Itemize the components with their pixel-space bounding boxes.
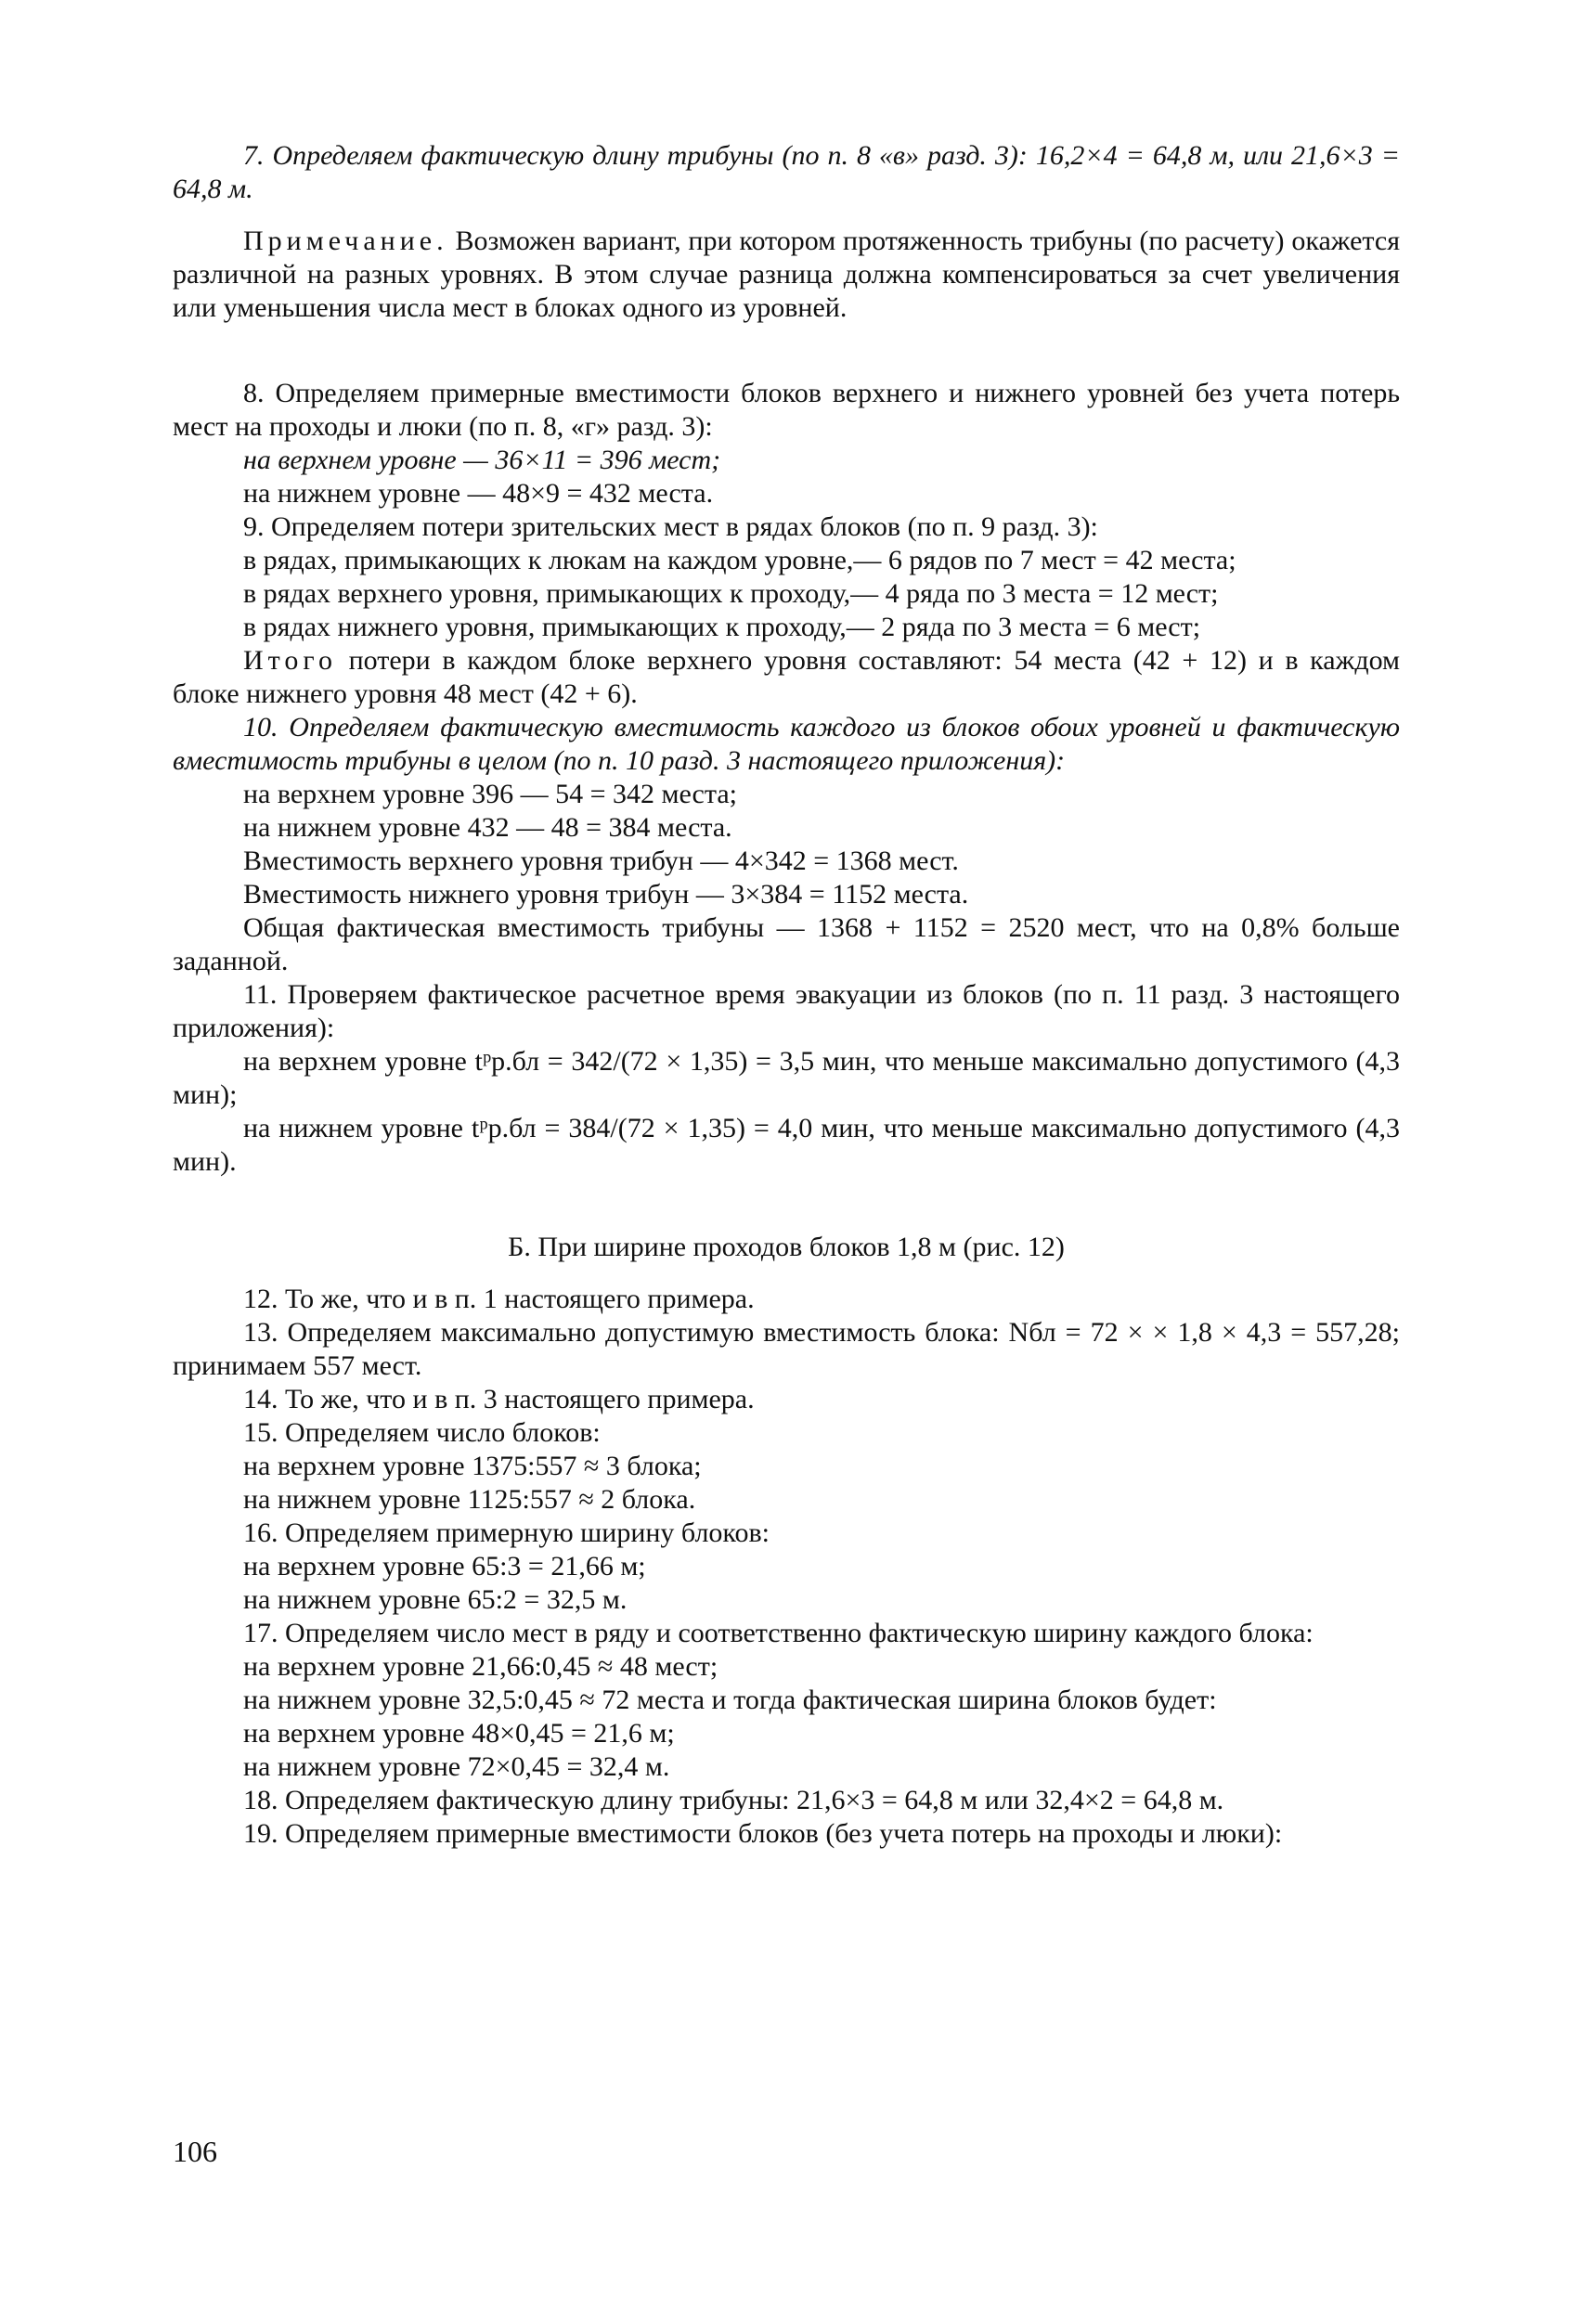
paragraph-text: Б. При ширине проходов блоков 1,8 м (рис. 12)	[508, 1232, 1065, 1262]
paragraph-text: 19. Определяем примерные вместимости блоков (без учета потерь на проходы и люки):	[243, 1818, 1283, 1849]
paragraph-text: на нижнем уровне 72×0,45 = 32,4 м.	[243, 1751, 670, 1782]
paragraph	[173, 1550, 1400, 1583]
paragraph	[173, 1650, 1400, 1684]
paragraph-text: 12. То же, что и в п. 1 настоящего примера.	[243, 1284, 755, 1314]
paragraph-text: 7. Определяем фактическую длину трибуны (по п. 8 «в» разд. 3): 16,2×4 = 64,8 м, или 21,6×3 = 64,8 м.	[173, 140, 1400, 204]
page-number: 106	[173, 2135, 217, 2168]
paragraph-text: на верхнем уровне 21,66:0,45 ≈ 48 мест;	[243, 1651, 718, 1682]
paragraph-text: 8. Определяем примерные вместимости блоков верхнего и нижнего уровней без учета потерь мест на проходы и люки (по п. 8, «г» разд. 3):	[173, 378, 1400, 442]
paragraph	[173, 1517, 1400, 1550]
paragraph-text: на верхнем уровне — 36×11 = 396 мест;	[243, 445, 721, 475]
document-page	[173, 139, 1400, 2209]
paragraph-text: на нижнем уровне 65:2 = 32,5 м.	[243, 1584, 628, 1615]
paragraph-text: Возможен вариант, при котором протяженность трибуны (по расчету) окажется различной на разных уровнях. В этом случае разница должна компенсироваться за счет увеличения или уменьшения числа мест в блоках одного из уровней.	[173, 226, 1400, 323]
paragraph	[173, 1684, 1400, 1717]
paragraph-text: на нижнем уровне tᵖр.бл = 384/(72 × 1,35) = 4,0 мин, что меньше максимально допустимого (4,3 мин).	[173, 1113, 1400, 1177]
paragraph	[173, 644, 1400, 711]
paragraph	[173, 1383, 1400, 1416]
paragraph-text: в рядах верхнего уровня, примыкающих к проходу,— 4 ряда по 3 места = 12 мест;	[243, 578, 1219, 609]
paragraph-text: 14. То же, что и в п. 3 настоящего примера.	[243, 1384, 755, 1414]
note-label: Примечание.	[243, 226, 448, 256]
paragraph	[173, 1784, 1400, 1817]
paragraph-text: 10. Определяем фактическую вместимость каждого из блоков обоих уровней и фактическую вместимость трибуны в целом (по п. 10 разд. 3 настоящего приложения):	[173, 712, 1400, 776]
paragraph	[173, 544, 1400, 577]
paragraph-text: 11. Проверяем фактическое расчетное время эвакуации из блоков (по п. 11 разд. 3 настоящего приложения):	[173, 979, 1400, 1043]
paragraph	[173, 1045, 1400, 1112]
paragraph	[173, 377, 1400, 444]
paragraph-text: на верхнем уровне 48×0,45 = 21,6 м;	[243, 1718, 675, 1749]
paragraph	[173, 444, 1400, 477]
paragraph	[173, 611, 1400, 644]
paragraph	[173, 711, 1400, 778]
paragraph	[173, 1112, 1400, 1179]
paragraph-text: 15. Определяем число блоков:	[243, 1417, 601, 1448]
paragraph-text: в рядах нижнего уровня, примыкающих к проходу,— 2 ряда по 3 места = 6 мест;	[243, 612, 1201, 642]
paragraph	[173, 978, 1400, 1045]
paragraph	[173, 1717, 1400, 1750]
paragraph	[173, 845, 1400, 878]
paragraph-text: на верхнем уровне 396 — 54 = 342 места;	[243, 779, 737, 809]
paragraph	[173, 577, 1400, 611]
paragraph-text: Вместимость нижнего уровня трибун — 3×384 = 1152 места.	[243, 879, 969, 910]
paragraph	[173, 225, 1400, 325]
paragraph	[173, 1617, 1400, 1650]
paragraph	[173, 1817, 1400, 1851]
paragraph-text: в рядах, примыкающих к люкам на каждом уровне,— 6 рядов по 7 мест = 42 места;	[243, 545, 1236, 575]
paragraph	[173, 1450, 1400, 1483]
paragraph-text: на верхнем уровне 1375:557 ≈ 3 блока;	[243, 1451, 702, 1481]
paragraph-text: 18. Определяем фактическую длину трибуны: 21,6×3 = 64,8 м или 32,4×2 = 64,8 м.	[243, 1785, 1224, 1815]
paragraph-text: на нижнем уровне 1125:557 ≈ 2 блока.	[243, 1484, 696, 1515]
paragraph-text: на верхнем уровне 65:3 = 21,66 м;	[243, 1551, 646, 1582]
paragraph-text: на нижнем уровне — 48×9 = 432 места.	[243, 478, 714, 509]
paragraph	[173, 1483, 1400, 1517]
paragraph	[173, 1750, 1400, 1784]
paragraph-text: на нижнем уровне 432 — 48 = 384 места.	[243, 812, 732, 843]
paragraph-text: потери в каждом блоке верхнего уровня составляют: 54 места (42 + 12) и в каждом блоке нижнего уровня 48 мест (42 + 6).	[173, 645, 1400, 709]
total-label: Итого	[243, 645, 337, 676]
paragraph-text: на верхнем уровне tᵖр.бл = 342/(72 × 1,35) = 3,5 мин, что меньше максимально допустимого (4,3 мин);	[173, 1046, 1400, 1110]
paragraph	[173, 778, 1400, 811]
paragraph-text: 16. Определяем примерную ширину блоков:	[243, 1517, 770, 1548]
paragraph	[173, 911, 1400, 978]
paragraph	[173, 1416, 1400, 1450]
paragraph-text: 17. Определяем число мест в ряду и соответственно фактическую ширину каждого блока:	[243, 1618, 1314, 1648]
paragraph	[173, 477, 1400, 510]
paragraph-text: 13. Определяем максимально допустимую вместимость блока: Nбл = 72 × × 1,8 × 4,3 = 557,28; принимаем 557 мест.	[173, 1317, 1400, 1381]
paragraph-text: Общая фактическая вместимость трибуны — 1368 + 1152 = 2520 мест, что на 0,8% больше заданной.	[173, 912, 1400, 976]
paragraph	[173, 510, 1400, 544]
paragraph	[173, 811, 1400, 845]
paragraph-text: на нижнем уровне 32,5:0,45 ≈ 72 места и тогда фактическая ширина блоков будет:	[243, 1685, 1217, 1715]
paragraph	[173, 1583, 1400, 1617]
paragraph	[173, 1316, 1400, 1383]
paragraph-text: 9. Определяем потери зрительских мест в рядах блоков (по п. 9 разд. 3):	[243, 511, 1098, 542]
paragraph	[173, 139, 1400, 206]
paragraph-text: Вместимость верхнего уровня трибун — 4×342 = 1368 мест.	[243, 846, 959, 876]
paragraph	[173, 878, 1400, 911]
paragraph	[173, 1283, 1400, 1316]
paragraph	[173, 1231, 1400, 1264]
